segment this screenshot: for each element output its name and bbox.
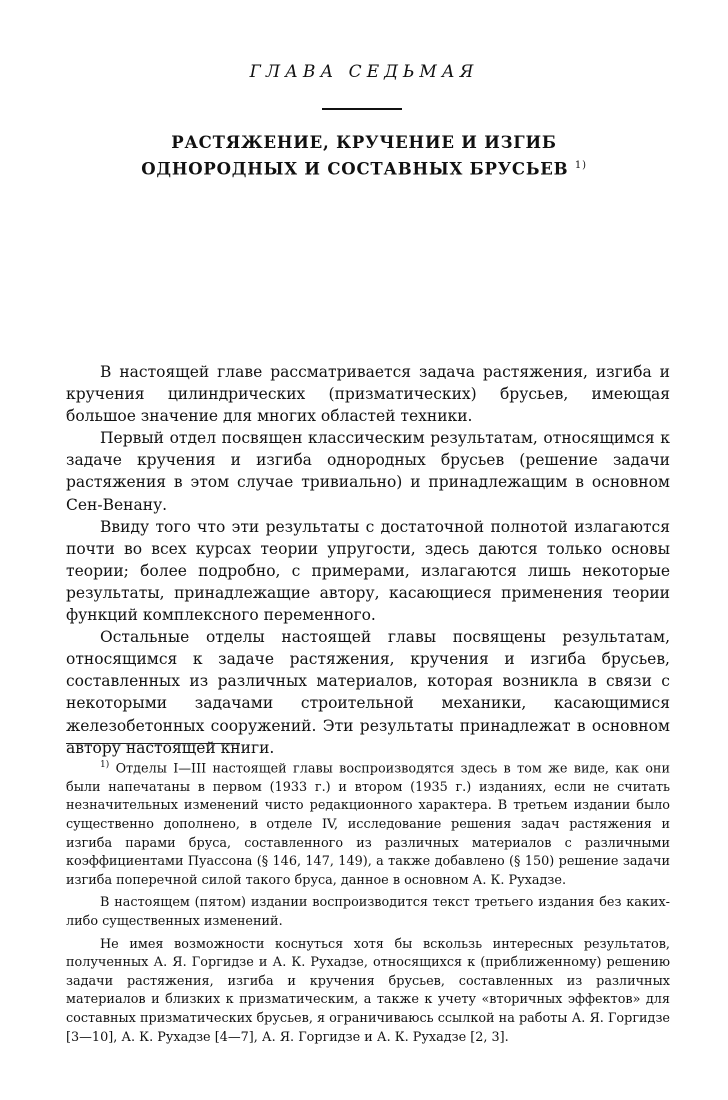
body-paragraph-3: Ввиду того что эти результаты с достаточной полнотой излагаются почти во всех курсах теории упругости, здесь даются только основы теории; более подробно, с примерами, излагаются лишь некоторые результаты, принадлежащие автору, касающиеся применения теории функций комплексного переменного. — [66, 517, 670, 625]
chapter-title-line-1: РАСТЯЖЕНИЕ, КРУЧЕНИЕ И ИЗГИБ — [171, 133, 557, 152]
title-divider — [322, 108, 402, 110]
footnote-1-text: Отделы I—III настоящей главы воспроизводятся здесь в том же виде, как они были напечатаны в первом (1933 г.) и втором (1935 г.) изданиях, если не считать незначительных изменений чисто редакционного характера. В третьем издании было существенно дополнено, в отделе IV, исследование решения задач растяжения и изгиба парами бруса, составленного из различных материалов с различными коэффициентами Пуассона (§ 146, 147, 149), а также добавлено (§ 150) решение задачи изгиба поперечной силой такого бруса, данное в основном А. К. Рухадзе. — [66, 761, 670, 888]
body-paragraph-4: Остальные отделы настоящей главы посвящены результатам, относящимся к задаче растяжения, кручения и изгиба брусьев, составленных из различных материалов, которая возникла в связи с некоторыми задачами строительной механики, касающимися железобетонных сооружений. Эти результаты принадлежат в основном автору настоящей книги. — [66, 628, 670, 757]
chapter-title — [0, 131, 728, 181]
footnote-2: В настоящем (пятом) издании воспроизводится текст третьего издания без каких-либо существенных изменений. — [66, 895, 670, 930]
body-paragraph-2: Первый отдел посвящен классическим результатам, относящимся к задаче кручения и изгиба однородных брусьев (решение задачи растяжения в этом случае тривиально) и принадлежащим в основном Сен-Венану. — [66, 429, 670, 514]
footnote-mark: 1) — [100, 760, 110, 770]
chapter-label: ГЛАВА СЕДЬМАЯ — [249, 62, 479, 82]
footnote-3: Не имея возможности коснуться хотя бы вскользь интересных результатов, полученных А. Я. Горгидзе и А. К. Рухадзе, относящихся к (приближенному) решению задачи растяжения, изгиба и кручения брусьев, составленных из различных материалов и близких к призматическим, а также к учету «вторичных эффектов» для составных призматических брусьев, я ограничиваюсь ссылкой на работы А. Я. Горгидзе [3—10], А. К. Рухадзе [4—7], А. Я. Горгидзе и А. К. Рухадзе [2, 3]. — [66, 936, 670, 1045]
chapter-title-line-2 — [0, 154, 728, 181]
footnote-1 — [66, 756, 670, 890]
body-paragraph-1: В настоящей главе рассматривается задача растяжения, изгиба и кручения цилиндрических (призматических) брусьев, имеющая большое значение для многих областей техники. — [66, 363, 670, 426]
body-text — [66, 361, 670, 759]
title-footnote-mark: 1) — [574, 160, 587, 171]
footnotes — [66, 756, 670, 1051]
chapter-title-line-2-text: ОДНОРОДНЫХ И СОСТАВНЫХ БРУСЬЕВ — [141, 159, 569, 179]
footnote-divider — [66, 743, 240, 744]
